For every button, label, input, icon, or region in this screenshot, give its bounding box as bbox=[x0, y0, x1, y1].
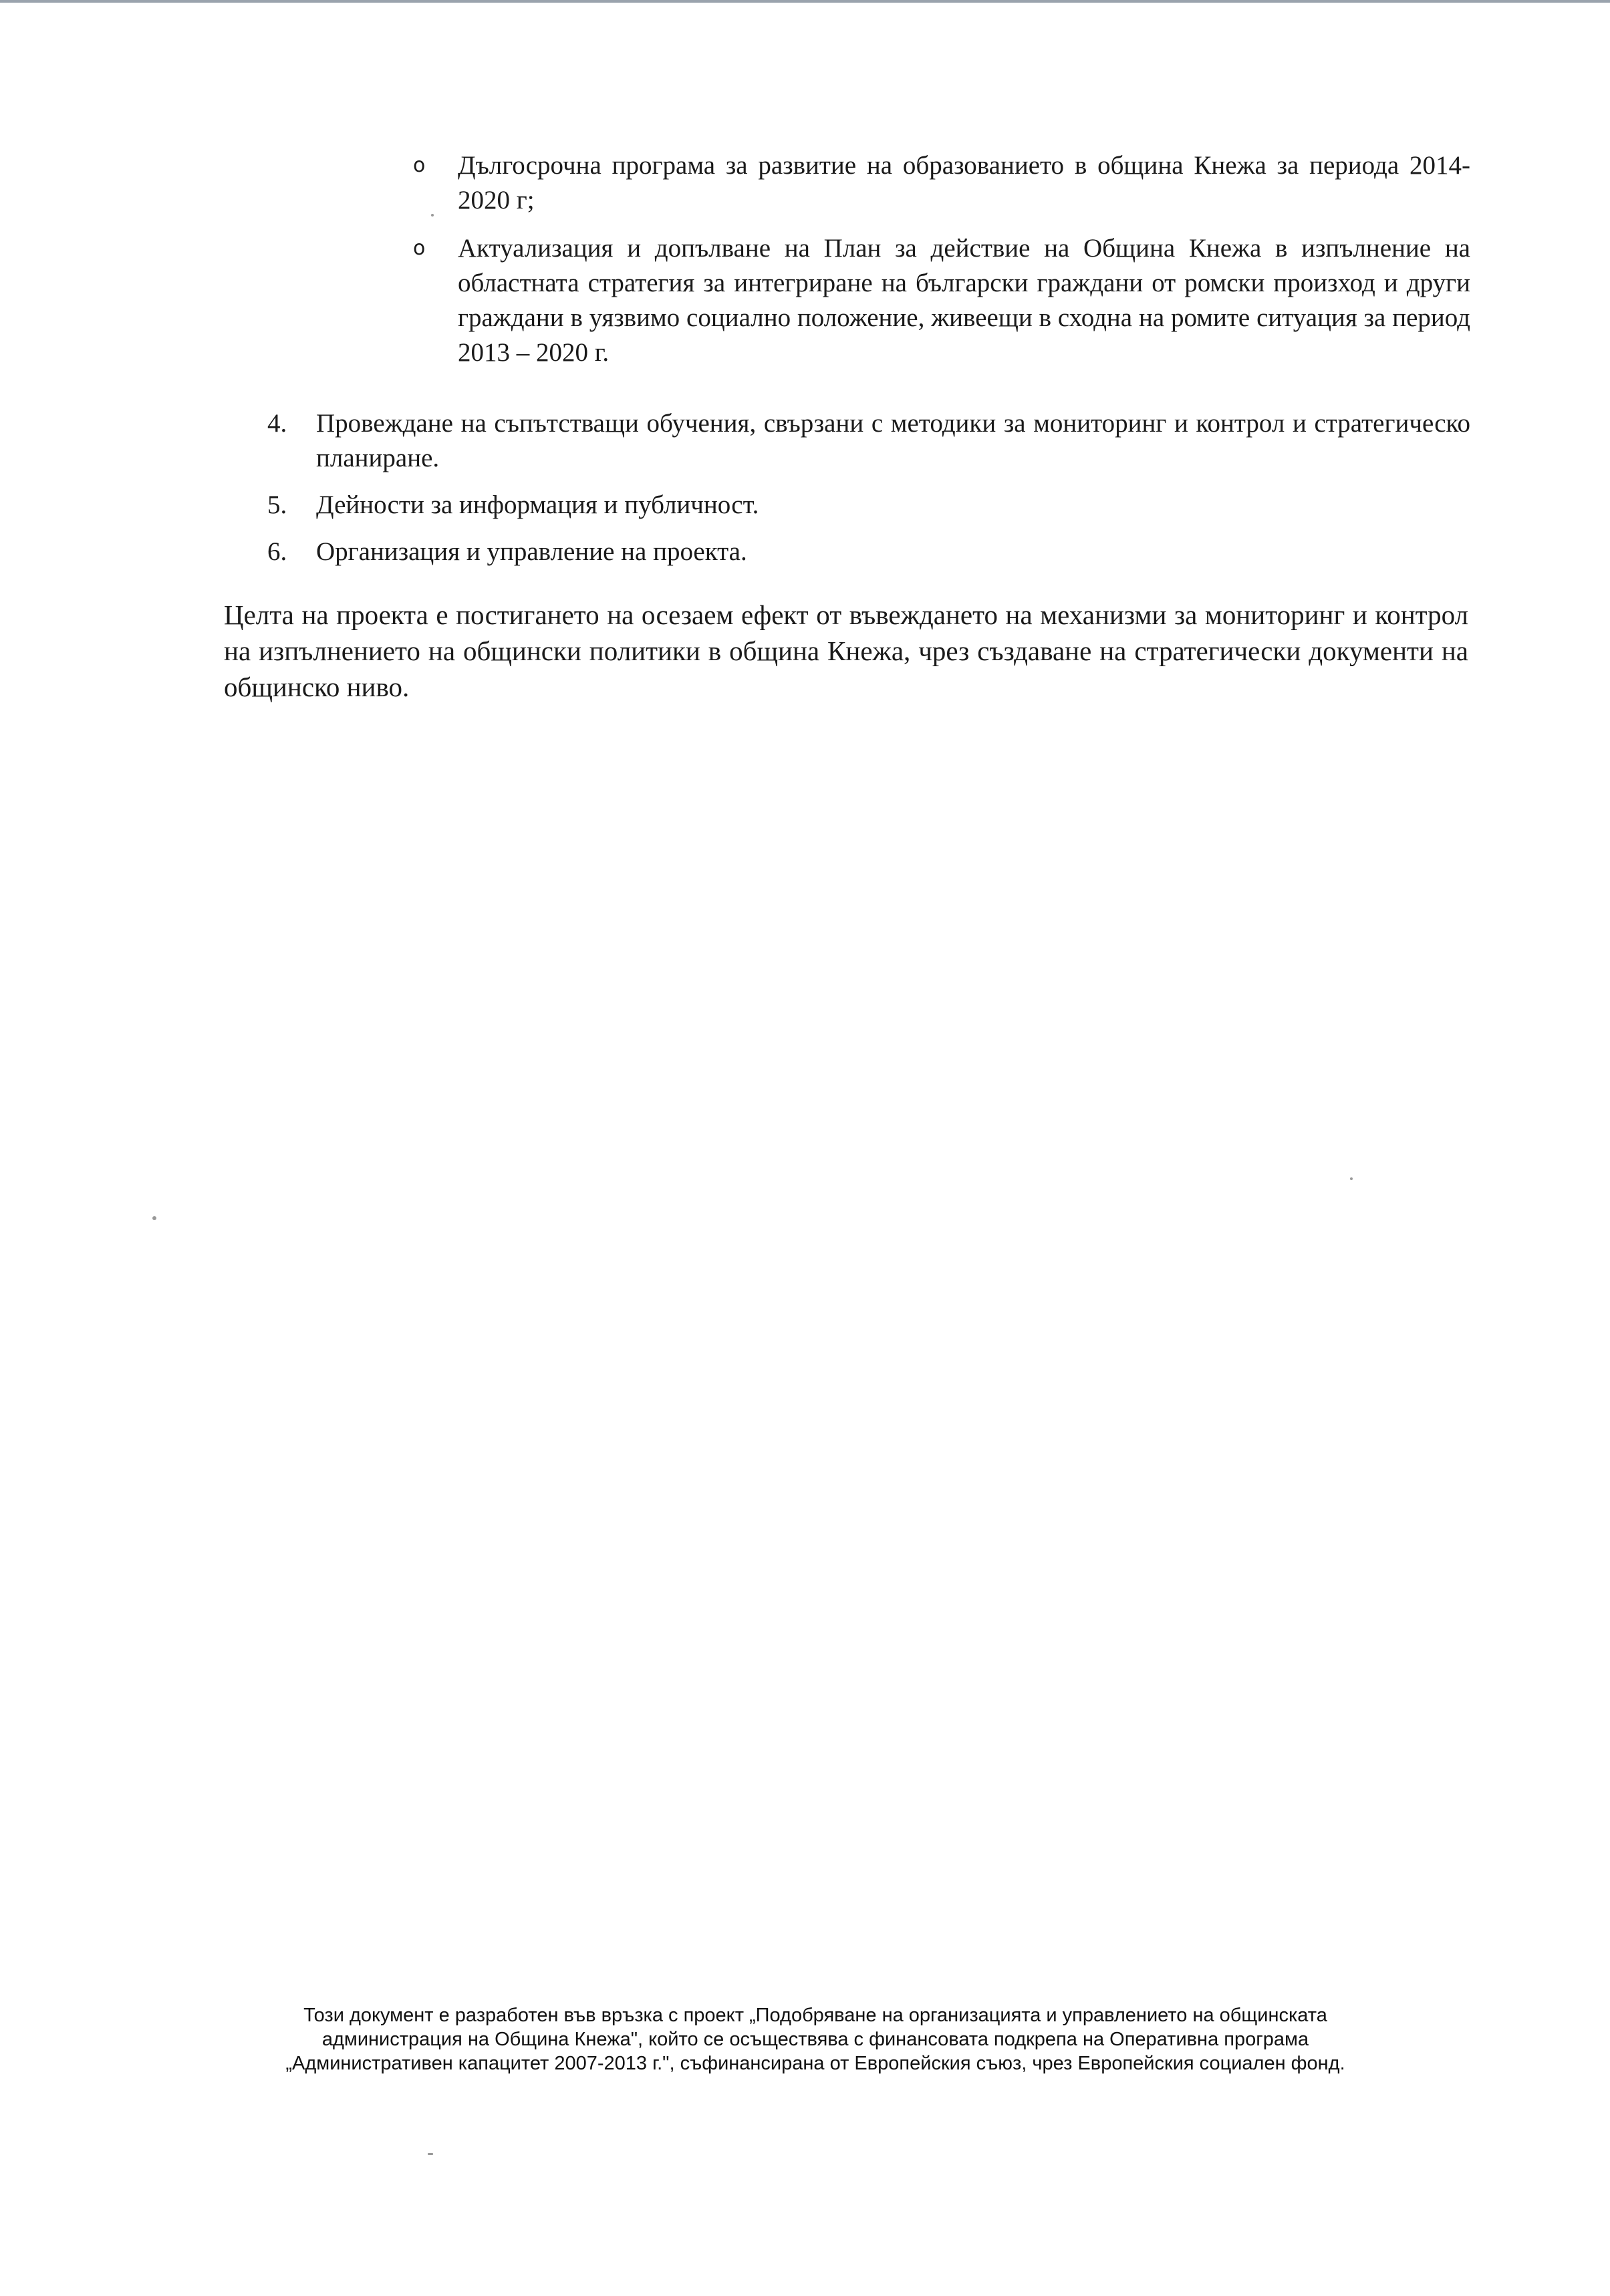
hollow-bullet-icon: o bbox=[413, 154, 426, 177]
sub-item-text: Актуализация и допълване на План за действие на Община Кнежа в изпълнение на областната стратегия за интегриране на български граждани от ромски произход и други граждани в уязвимо социално положение, живеещи в сходна на ромите ситуация за период 2013 – 2020 г. bbox=[458, 234, 1470, 367]
item-number: 5. bbox=[267, 490, 287, 519]
footer-line: администрация на Община Кнежа", който се осъществява с финансовата подкрепа на Оперативна програма bbox=[321, 2029, 1309, 2050]
scan-speck bbox=[428, 2153, 433, 2155]
item-text: Дейности за информация и публичност. bbox=[316, 490, 759, 519]
item-number: 4. bbox=[267, 409, 287, 438]
sub-list-item bbox=[401, 231, 1470, 370]
sub-bullet-list bbox=[401, 148, 1470, 384]
item-text: Провеждане на съпътстващи обучения, свързани с методики за мониторинг и контрол и стратегическо планиране. bbox=[316, 409, 1470, 472]
scan-speck bbox=[152, 1216, 156, 1220]
numbered-list-item bbox=[267, 406, 1470, 476]
item-text: Организация и управление на проекта. bbox=[316, 537, 747, 566]
scan-speck bbox=[431, 214, 434, 217]
sub-list-item bbox=[401, 148, 1470, 218]
item-number: 6. bbox=[267, 537, 287, 566]
page-top-edge bbox=[0, 0, 1610, 3]
sub-item-text: Дългосрочна програма за развитие на образованието в община Кнежа за периода 2014-2020 г; bbox=[458, 151, 1470, 214]
footer-line: „Административен капацитет 2007-2013 г.", съфинансирана от Европейския съюз, чрез Европейския социален фонд. bbox=[285, 2053, 1345, 2074]
scan-speck bbox=[1350, 1177, 1353, 1180]
numbered-list-item bbox=[267, 488, 1470, 523]
project-goal-paragraph: Целта на проекта е постигането на осезаем ефект от въвеждането на механизми за мониторинг и контрол на изпълнението на общински политики в община Кнежа, чрез създаване на стратегически документи на общинско ниво. bbox=[224, 599, 1468, 702]
footer-line: Този документ е разработен във връзка с проект „Подобряване на организацията и управлението на общинската bbox=[303, 2005, 1327, 2026]
numbered-list bbox=[267, 406, 1470, 581]
footer-note bbox=[241, 2003, 1390, 2075]
numbered-list-item bbox=[267, 535, 1470, 569]
hollow-bullet-icon: o bbox=[413, 237, 426, 260]
